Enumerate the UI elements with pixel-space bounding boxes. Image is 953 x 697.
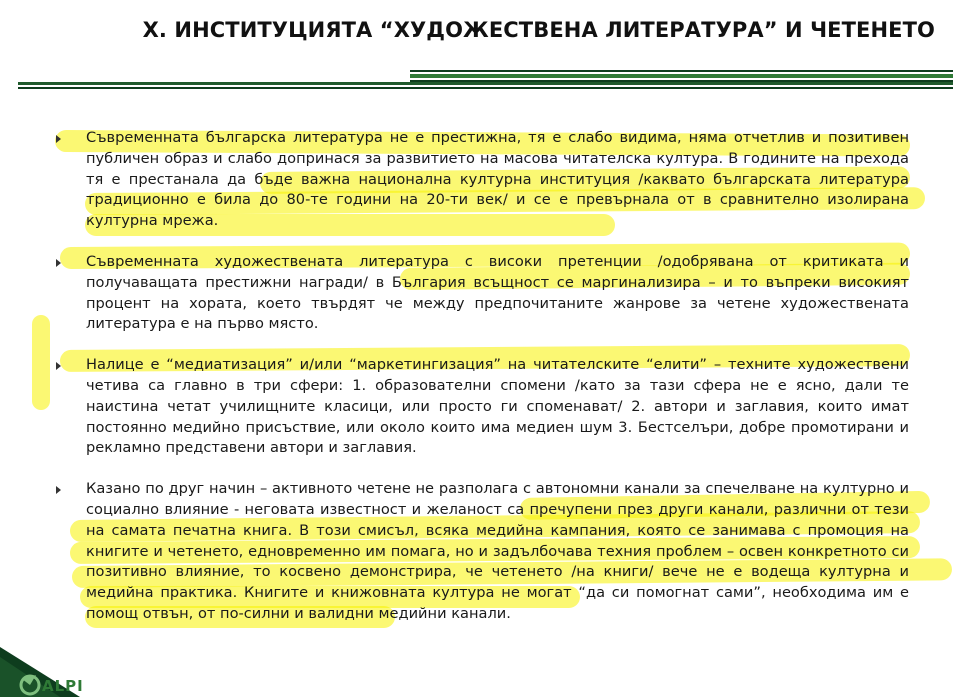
highlighter-mark [32, 315, 50, 410]
bullet-text: Съвременната българска литература не е престижна, тя е слабо видима, няма отчетлив и позитивен публичен образ и слабо допринася за развитието на масова читателска култура. В годините на прехода тя е престанала да бъде важна национална културна институция /каквато българската литература традиционно е била до 80-те години на 20-ти век/ и се е превърнала от в сравнително изолирана културна мрежа. [86, 129, 909, 230]
bullet-item [56, 355, 909, 459]
bullet-arrow-icon [56, 135, 61, 143]
logo-text: ALPI [42, 677, 84, 695]
bullet-text: Налице е “медиатизация” и/или “маркетингизация” на читателските “елити” – техните художествени четива са главно в три сфери: 1. образователни спомени /като за тази сфера не е ясно, дали те наистина четат училищните класици, или просто ги споменават/ 2. автори и заглавия, които имат постоянно медийно присъствие, или около които има медиен шум 3. Бестселъри, добре промотирани и рекламно представени автори и заглавия. [86, 356, 909, 457]
title-rule-long-top [18, 82, 953, 85]
bullet-item [56, 479, 909, 625]
title-rule-long-bottom [18, 87, 953, 89]
bullet-arrow-icon [56, 486, 61, 494]
bullet-item [56, 252, 909, 335]
bullet-item [56, 128, 909, 232]
slide-title: Х. ИНСТИТУЦИЯТА “ХУДОЖЕСТВЕНА ЛИТЕРАТУРА” И ЧЕТЕНЕТО [142, 18, 935, 42]
title-rule-top [410, 70, 953, 72]
title-rule-mid [410, 74, 953, 78]
bullet-text: Казано по друг начин – активното четене не разполага с автономни канали за спечелване на културно и социално влияние - неговата известност и желаност са пречупени през други канали, различни от тези на самата печатна книга. В този смисъл, всяка медийна кампания, която се занимава с промоция на книгите и четенето, едновременно им помага, но и задълбочава техния проблем – освен конкретното си позитивно влияние, то косвено демонстрира, че четенето /на книги/ вече не е водеща културна и медийна практика. Книгите и книжовната култура не могат “да си помогнат сами”, необходима им е помощ отвън, от по-силни и валидни медийни канали. [86, 480, 909, 622]
bullet-arrow-icon [56, 362, 61, 370]
bullet-text: Съвременната художествената литература с високи претенции /одобрявана от критиката и получаващата престижни награди/ в България всъщност се маргинализира – и то въпреки високият процент на хората, което твърдят че между предпочитаните жанрове за четене художествената литература е на първо място. [86, 252, 909, 333]
bullet-list [56, 128, 909, 625]
bullet-arrow-icon [56, 259, 61, 267]
